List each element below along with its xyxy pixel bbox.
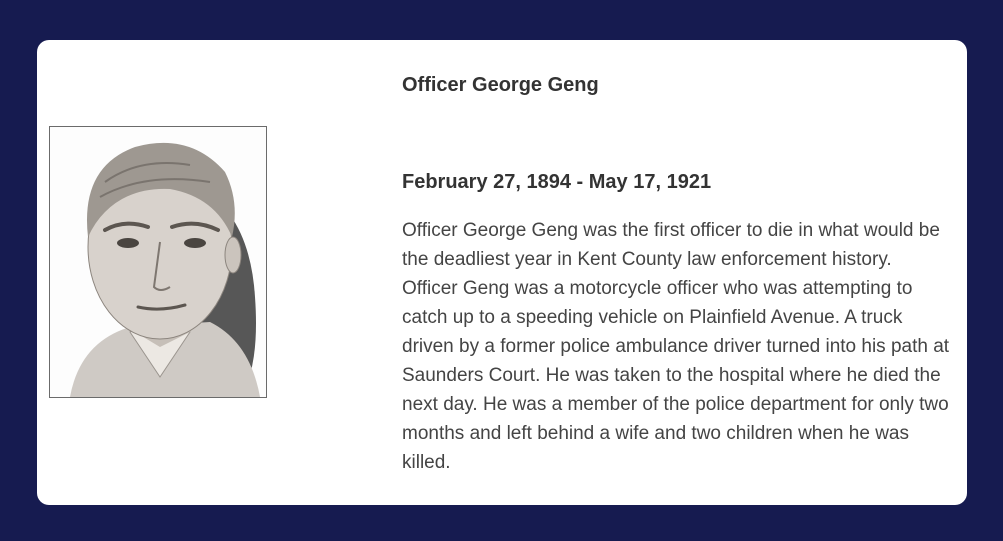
memorial-card bbox=[37, 40, 967, 505]
officer-portrait bbox=[49, 126, 267, 398]
officer-name: Officer George Geng bbox=[402, 74, 599, 96]
officer-biography: Officer George Geng was the first officer to die in what would be the deadliest year in Kent County law enforcement history. Officer Geng was a motorcycle officer who was attempting to catch up to a speeding vehicle on Plainfield Avenue. A truck driven by a former police ambulance driver turned into his path at Saunders Court. He was taken to the hospital where he died the next day. He was a member of the police department for only two months and left behind a wife and two children when he was killed. bbox=[402, 220, 950, 473]
portrait-sketch-icon bbox=[50, 127, 266, 397]
officer-life-dates: February 27, 1894 - May 17, 1921 bbox=[402, 171, 712, 193]
